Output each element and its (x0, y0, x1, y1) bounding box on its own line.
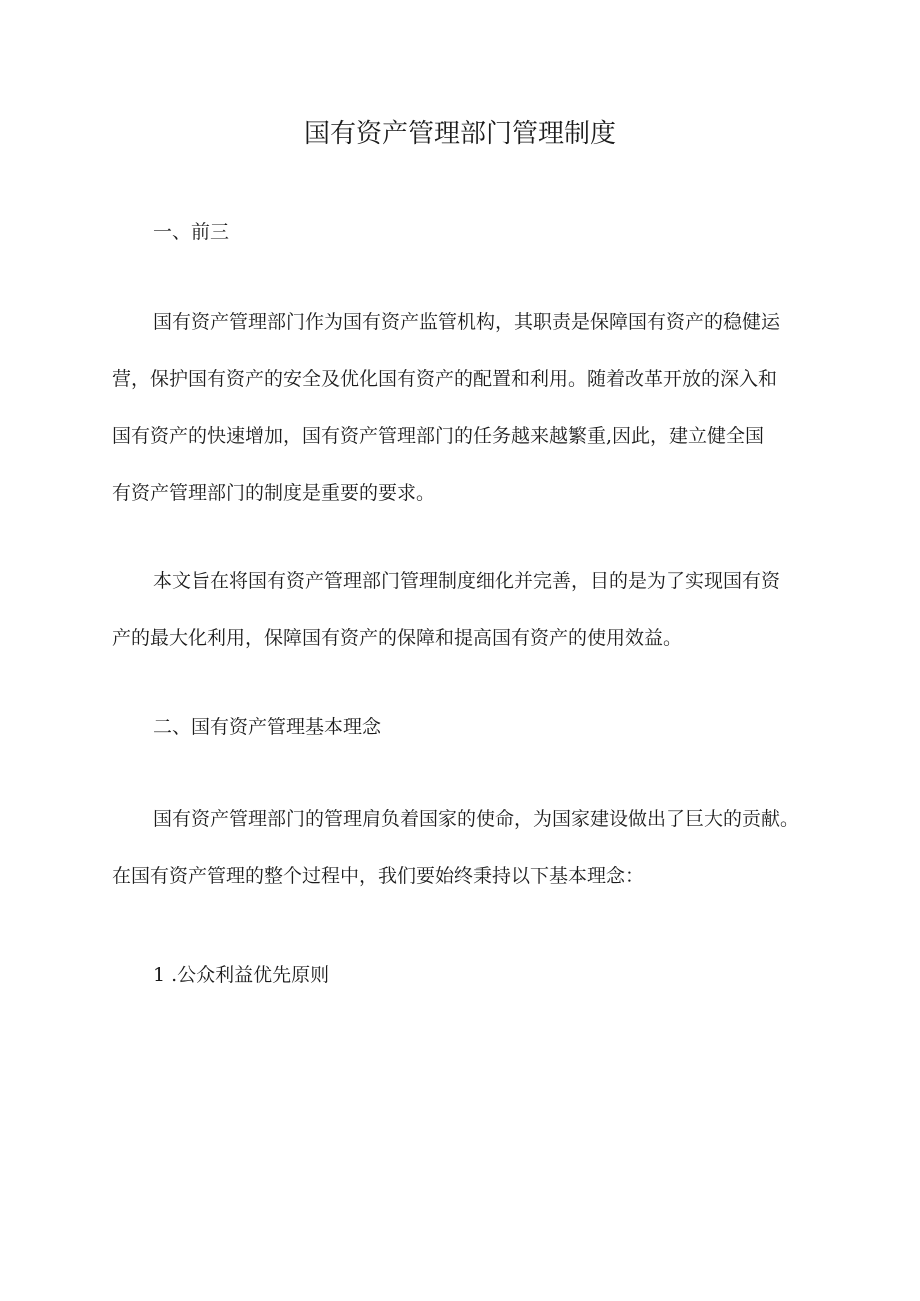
paragraph-line: 在国有资产管理的整个过程中，我们要始终秉持以下基本理念： (112, 865, 645, 887)
section-heading-preface: 一、前三 (153, 221, 230, 243)
paragraph-line: 产的最大化利用，保障国有资产的保障和提高国有资产的使用效益。 (112, 627, 683, 649)
list-item-principle-1: 1 .公众利益优先原则 (153, 964, 330, 986)
paragraph-line: 本文旨在将国有资产管理部门管理制度细化并完善，目的是为了实现国有资 (153, 570, 781, 592)
paragraph-line: 国有资产管理部门作为国有资产监管机构，其职责是保障国有资产的稳健运 (153, 311, 781, 333)
section-heading-basic-concepts: 二、国有资产管理基本理念 (153, 716, 382, 738)
paragraph-line: 营，保护国有资产的安全及优化国有资产的配置和利用。随着改革开放的深入和 (112, 368, 778, 390)
paragraph-line: 有资产管理部门的制度是重要的要求。 (112, 482, 436, 504)
paragraph-line: 国有资产的快速增加，国有资产管理部门的任务越来越繁重,因此，建立健全国 (112, 425, 765, 447)
paragraph-line: 国有资产管理部门的管理肩负着国家的使命，为国家建设做出了巨大的贡献。 (153, 808, 800, 830)
document-title: 国有资产管理部门管理制度 (303, 119, 616, 149)
